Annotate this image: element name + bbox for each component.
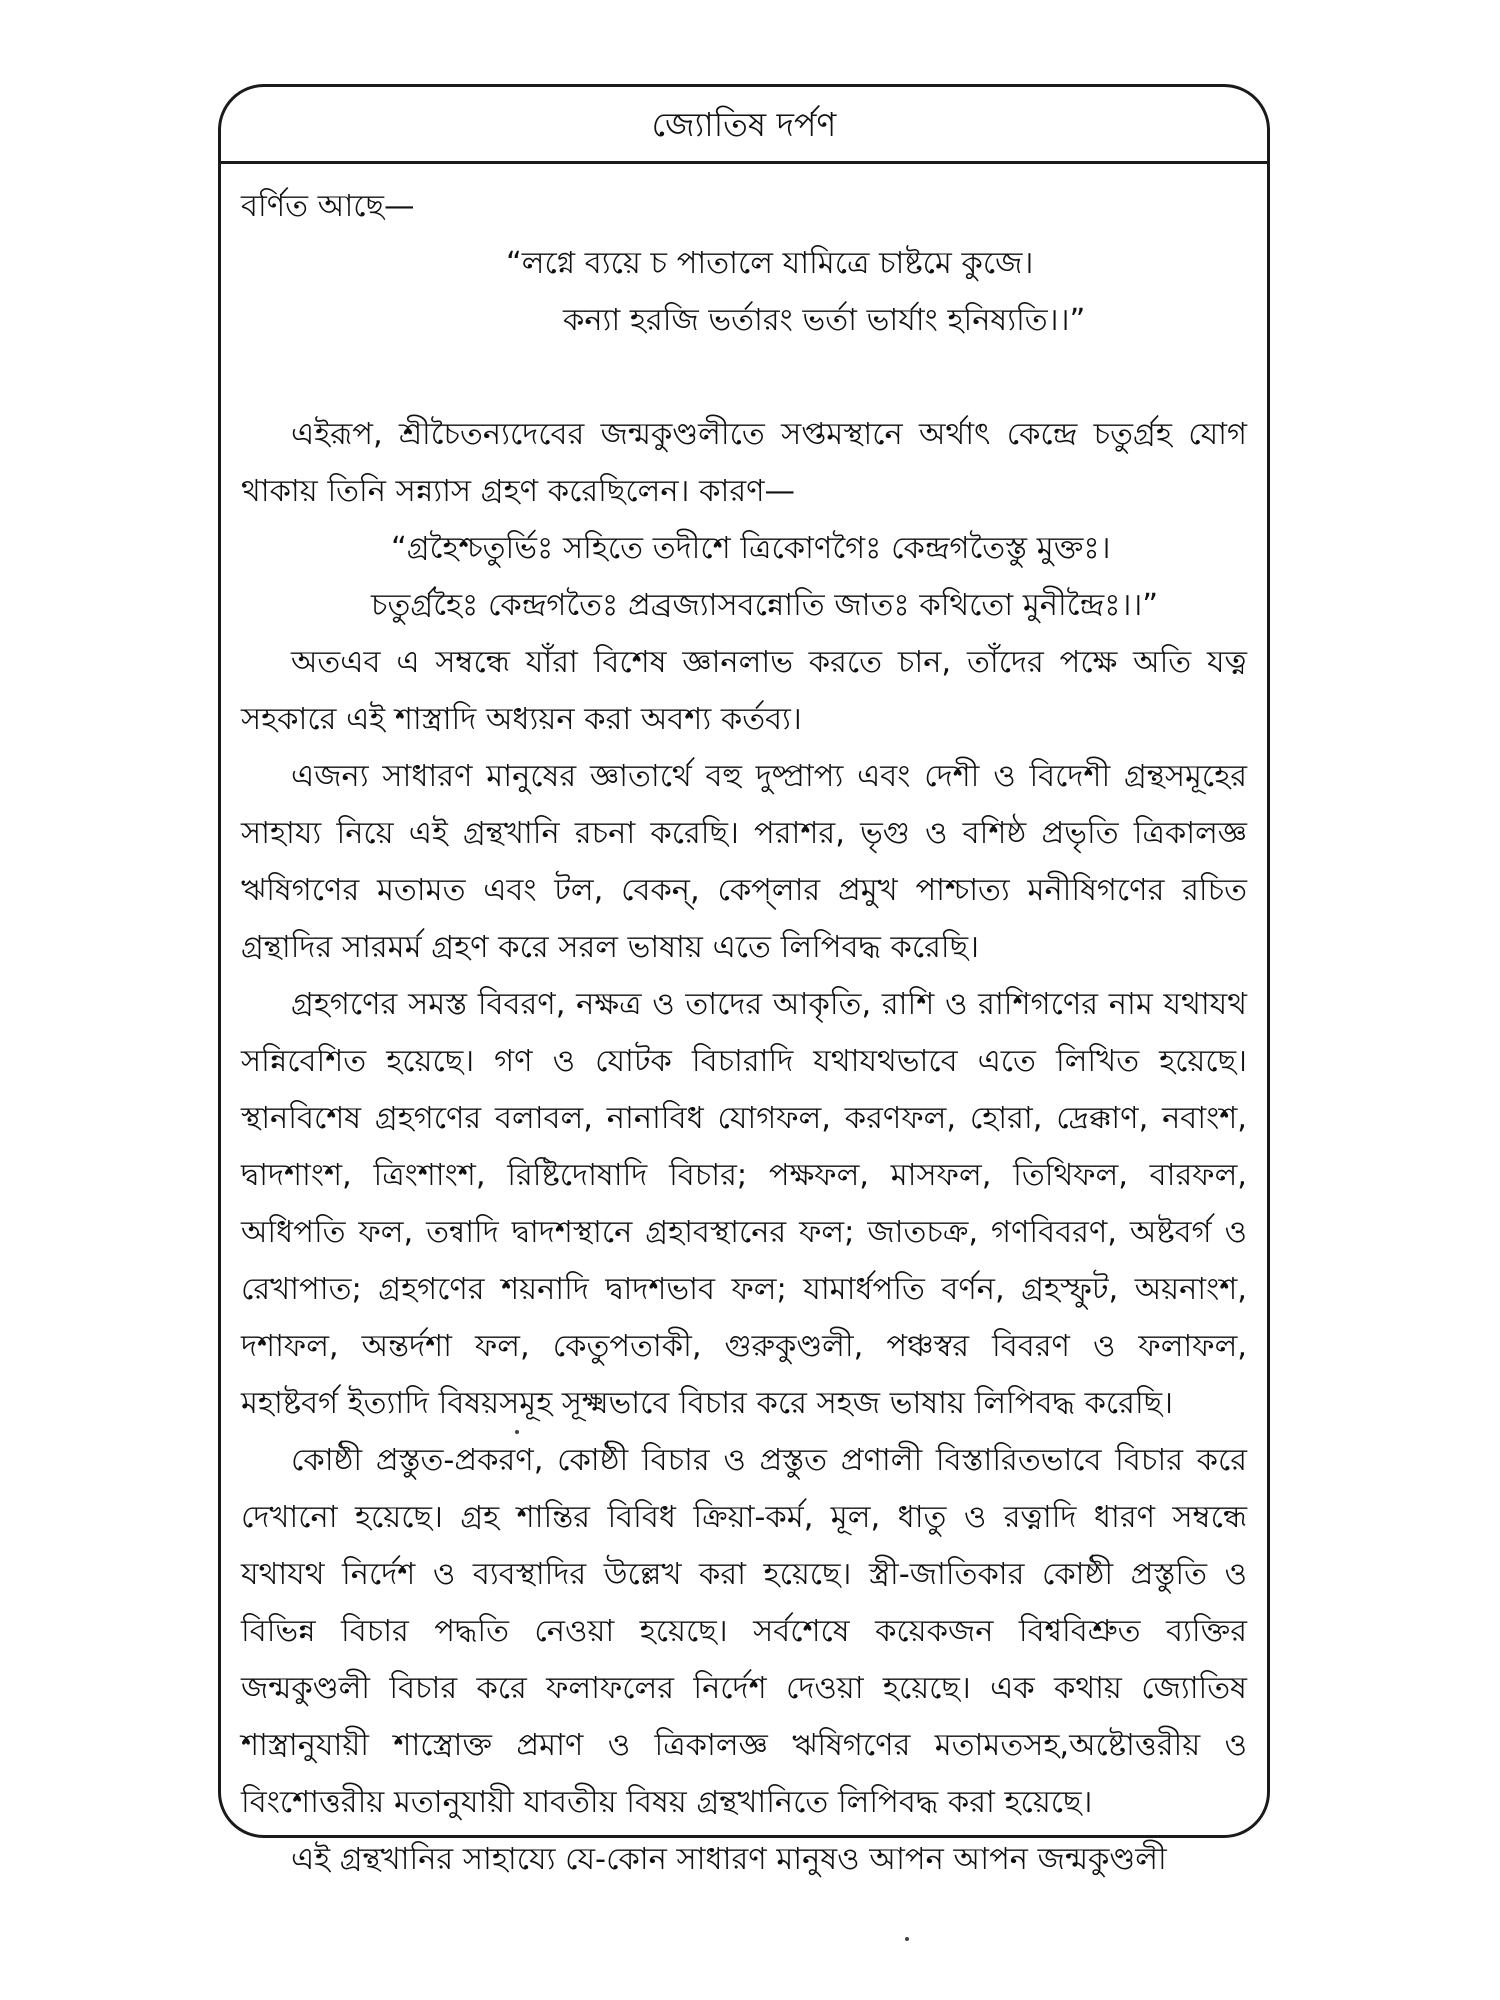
verse-2-line-2: চতুর্গ্রহৈঃ কেন্দ্রগতৈঃ প্রব্রজ্যাসবন্নোতি জাতঃ কথিতো মুনীন্দ্রৈঃ।।” [371,588,1159,623]
intro-label: বর্ণিত আছে— [241,189,415,224]
page-body [221,164,1267,1888]
page-title: জ্যোতিষ দর্পণ [651,104,837,144]
paragraph-2: অতএব এ সম্বন্ধে যাঁরা বিশেষ জ্ঞানলাভ করতে চান, তাঁদের পক্ষে অতি যত্ন সহকারে এই শাস্ত্রাদি অধ্যয়ন করা অবশ্য কর্তব্য। [241,645,1247,737]
scan-speck [515,1430,519,1434]
verse-1-line-2: কন্যা হরজি ভর্তারং ভর্তা ভার্যাং হনিষ্যতি।।” [563,303,1086,338]
page-frame [218,84,1270,1877]
scan-speck [905,1937,909,1941]
paragraph-6: এই গ্রন্থখানির সাহায্যে যে-কোন সাধারণ মানুষও আপন আপন জন্মকুণ্ডলী [291,1842,1167,1877]
page-header [221,87,1267,164]
blank-line [241,349,1247,406]
paragraph-4: গ্রহগণের সমস্ত বিবরণ, নক্ষত্র ও তাদের আকৃতি, রাশি ও রাশিগণের নাম যথাযথ সন্নিবেশিত হয়েছে। গণ ও যোটক বিচারাদি যথাযথভাবে এতে লিখিত হয়েছে। স্থানবিশেষ গ্রহগণের বলাবল, নানাবিধ যোগফল, করণফল, হোরা, দ্রেক্কাণ, নবাংশ, দ্বাদশাংশ, ত্রিংশাংশ, রিষ্টিদোষাদি বিচার; পক্ষফল, মাসফল, তিথিফল, বারফল, অধিপতি ফল, তন্বাদি দ্বাদশস্থানে গ্রহাবস্থানের ফল; জাতচক্র, গণবিবরণ, অষ্টবর্গ ও রেখাপাত; গ্রহগণের শয়নাদি দ্বাদশভাব ফল; যামার্ধপতি বর্ণন, গ্রহস্ফুট, অয়নাংশ, দশাফল, অন্তর্দশা ফল, কেতুপতাকী, গুরুকুণ্ডলী, পঞ্চস্বর বিবরণ ও ফলাফল, মহাষ্টবর্গ ইত্যাদি বিষয়সমূহ সূক্ষ্মভাবে বিচার করে সহজ ভাষায় লিপিবদ্ধ করেছি। [241,987,1247,1421]
sanskrit-verse-2 [241,520,1247,634]
verse-2-line-1: “গ্রহৈশ্চতুর্ভিঃ সহিতে তদীশে ত্রিকোণগৈঃ কেন্দ্রগতৈস্তু মুক্তঃ। [391,531,1111,566]
paragraph-5: কোষ্ঠী প্রস্তুত-প্রকরণ, কোষ্ঠী বিচার ও প্রস্তুত প্রণালী বিস্তারিতভাবে বিচার করে দেখানো হয়েছে। গ্রহ শান্তির বিবিধ ক্রিয়া-কর্ম, মূল, ধাতু ও রত্নাদি ধারণ সম্বন্ধে যথাযথ নির্দেশ ও ব্যবস্থাদির উল্লেখ করা হয়েছে। স্ত্রী-জাতিকার কোষ্ঠী প্রস্তুতি ও বিভিন্ন বিচার পদ্ধতি নেওয়া হয়েছে। সর্বশেষে কয়েকজন বিশ্ববিশ্রুত ব্যক্তির জন্মকুণ্ডলী বিচার করে ফলাফলের নির্দেশ দেওয়া হয়েছে। এক কথায় জ্যোতিষ শাস্ত্রানুযায়ী শাস্ত্রোক্ত প্রমাণ ও ত্রিকালজ্ঞ ঋষিগণের মতামতসহ,অষ্টোত্তরীয় ও বিংশোত্তরীয় মতানুযায়ী যাবতীয় বিষয় গ্রন্থখানিতে লিপিবদ্ধ করা হয়েছে। [241,1443,1247,1820]
paragraph-3: এজন্য সাধারণ মানুষের জ্ঞাতার্থে বহু দুষ্প্রাপ্য এবং দেশী ও বিদেশী গ্রন্থসমূহের সাহায্য নিয়ে এই গ্রন্থখানি রচনা করেছি। পরাশর, ভৃগু ও বশিষ্ঠ প্রভৃতি ত্রিকালজ্ঞ ঋষিগণের মতামত এবং টল, বেকন্, কেপ্‌লার প্রমুখ পাশ্চাত্য মনীষিগণের রচিত গ্রন্থাদির সারমর্ম গ্রহণ করে সরল ভাষায় এতে লিপিবদ্ধ করেছি। [241,759,1247,965]
paragraph-1: এইরূপ, শ্রীচৈতন্যদেবের জন্মকুণ্ডলীতে সপ্তমস্থানে অর্থাৎ কেন্দ্রে চতুর্গ্রহ যোগ থাকায় তিনি সন্ন্যাস গ্রহণ করেছিলেন। কারণ— [241,417,1247,509]
sanskrit-verse-1 [241,235,1247,349]
verse-1-line-1: “লগ্নে ব্যয়ে চ পাতালে যামিত্রে চাষ্টমে কুজে। [506,246,1034,281]
